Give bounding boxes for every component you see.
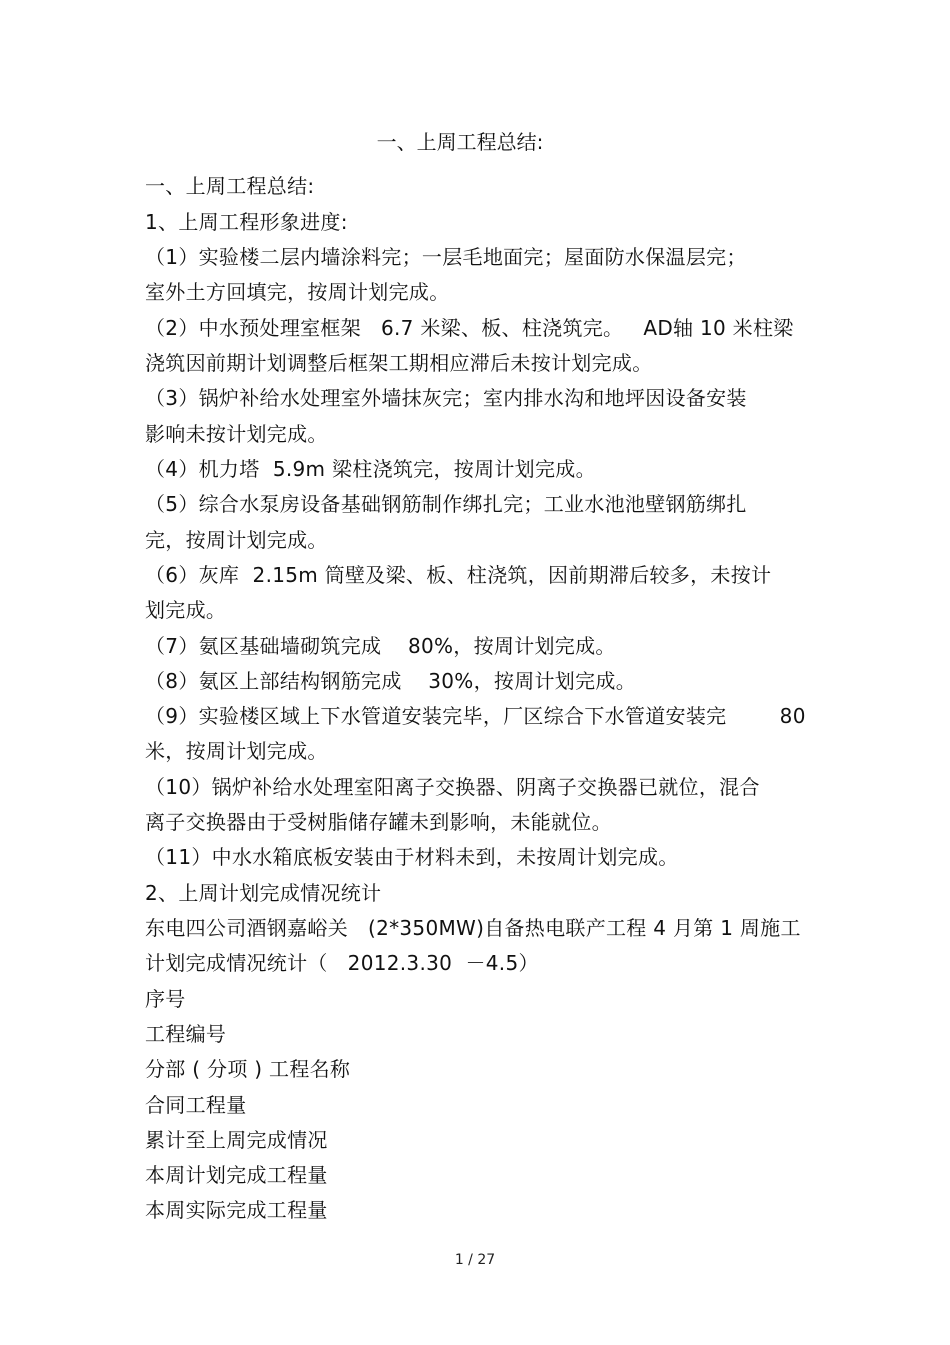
text-line: 米，按周计划完成。 [145, 739, 328, 763]
subsection-heading: 1、上周工程形象进度: [145, 210, 348, 234]
text-line: （10）锅炉补给水处理室阳离子交换器、阴离子交换器已就位，混合 [145, 775, 760, 799]
text-line: 划完成。 [145, 598, 227, 622]
table-header-label: 本周实际完成工程量 [145, 1198, 328, 1222]
table-header-label: 本周计划完成工程量 [145, 1163, 328, 1187]
section-heading: 一、上周工程总结: [145, 174, 315, 198]
text-line: （3）锅炉补给水处理室外墙抹灰完；室内排水沟和地坪因设备安装 [145, 386, 747, 410]
text-line: 完，按周计划完成。 [145, 528, 328, 552]
text-line: 浇筑因前期计划调整后框架工期相应滞后未按计划完成。 [145, 351, 653, 375]
text-line: 东电四公司酒钢嘉峪关 (2*350MW)自备热电联产工程 4 月第 1 周施工 [145, 916, 801, 940]
text-line: （5）综合水泵房设备基础钢筋制作绑扎完；工业水池池壁钢筋绑扎 [145, 492, 747, 516]
text-line: 室外土方回填完，按周计划完成。 [145, 280, 450, 304]
document-heading: 一、上周工程总结: [376, 130, 544, 154]
table-header-label: 合同工程量 [145, 1093, 247, 1117]
table-header-label: 序号 [145, 987, 186, 1011]
text-line: （4）机力塔 5.9m 梁柱浇筑完，按周计划完成。 [145, 457, 596, 481]
text-line: （1）实验楼二层内墙涂料完；一层毛地面完；屋面防水保温层完； [145, 245, 747, 269]
table-header-label: 累计至上周完成情况 [145, 1128, 328, 1152]
text-line: （6）灰库 2.15m 筒壁及梁、板、柱浇筑，因前期滞后较多，未按计 [145, 563, 772, 587]
subsection-heading: 2、上周计划完成情况统计 [145, 881, 382, 905]
table-header-label: 工程编号 [145, 1022, 227, 1046]
page-indicator: 1 / 27 [454, 1252, 496, 1268]
text-line: （2）中水预处理室框架 6.7 米梁、板、柱浇筑完。 AD轴 10 米柱梁 [145, 316, 794, 340]
text-line: （8）氨区上部结构钢筋完成 30%，按周计划完成。 [145, 669, 637, 693]
text-line: （7）氨区基础墙砌筑完成 80%，按周计划完成。 [145, 634, 616, 658]
text-line: 影响未按计划完成。 [145, 422, 328, 446]
text-line: 计划完成情况统计（ 2012.3.30 －4.5） [145, 951, 539, 975]
table-header-label: 分部 ( 分项 ) 工程名称 [145, 1057, 351, 1081]
text-line: （9）实验楼区域上下水管道安装完毕，厂区综合下水管道安装完 80 [145, 704, 806, 728]
text-line: （11）中水水箱底板安装由于材料未到，未按周计划完成。 [145, 845, 679, 869]
text-line: 离子交换器由于受树脂储存罐未到影响，未能就位。 [145, 810, 612, 834]
